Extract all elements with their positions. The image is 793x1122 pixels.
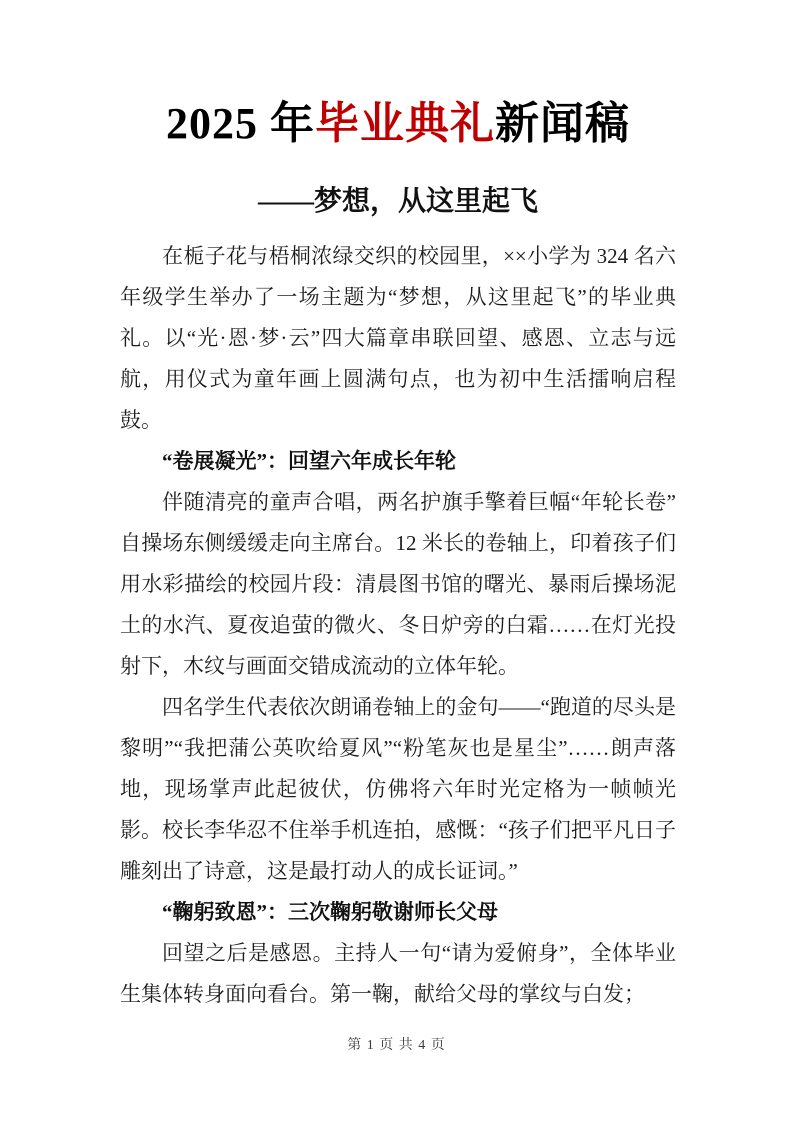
paragraph-intro: 在栀子花与梧桐浓绿交织的校园里，××小学为 324 名六年级学生举办了一场主题为“梦想，从这里起飞”的毕业典礼。以“光·恩·梦·云”四大篇章串联回望、感恩、立志与远航，用仪式为童年画上圆满句点，也为初中生活擂响启程鼓。 [120, 244, 676, 432]
page-title [120, 96, 676, 152]
section-heading-scroll: “卷展凝光”：回望六年成长年轮 [162, 449, 456, 473]
paragraph-gratitude: 回望之后是感恩。主持人一句“请为爱俯身”，全体毕业生集体转身面向看台。第一鞠，献给父母的掌纹与白发； [120, 941, 676, 1006]
paragraph-golden-quotes: 四名学生代表依次朗诵卷轴上的金句——“跑道的尽头是黎明”“我把蒲公英吹给夏风”“粉笔灰也是星尘”……朗声落地，现场掌声此起彼伏，仿佛将六年时光定格为一帧帧光影。校长李华忍不住举手机连拍，感慨：“孩子们把平凡日子雕刻出了诗意，这是最打动人的成长证词。” [120, 695, 676, 883]
section-heading-bow: “鞠躬致恩”：三次鞠躬敬谢师长父母 [162, 900, 498, 924]
document-subtitle: ——梦想，从这里起飞 [257, 186, 538, 217]
page-number-footer: 第 1 页 共 4 页 [347, 1038, 446, 1053]
document-body [120, 236, 676, 1015]
title-highlight-part: 毕业典礼 [315, 99, 495, 148]
title-suffix-part: 新闻稿 [495, 99, 630, 148]
paragraph-scroll-procession: 伴随清亮的童声合唱，两名护旗手擎着巨幅“年轮长卷”自操场东侧缓缓走向主席台。12 米长的卷轴上，印着孩子们用水彩描绘的校园片段：清晨图书馆的曙光、暴雨后操场泥土的水汽、夏夜追萤的微火、冬日炉旁的白霜……在灯光投射下，木纹与画面交错成流动的立体年轮。 [120, 490, 676, 678]
title-year-part: 2025 年 [166, 99, 315, 148]
